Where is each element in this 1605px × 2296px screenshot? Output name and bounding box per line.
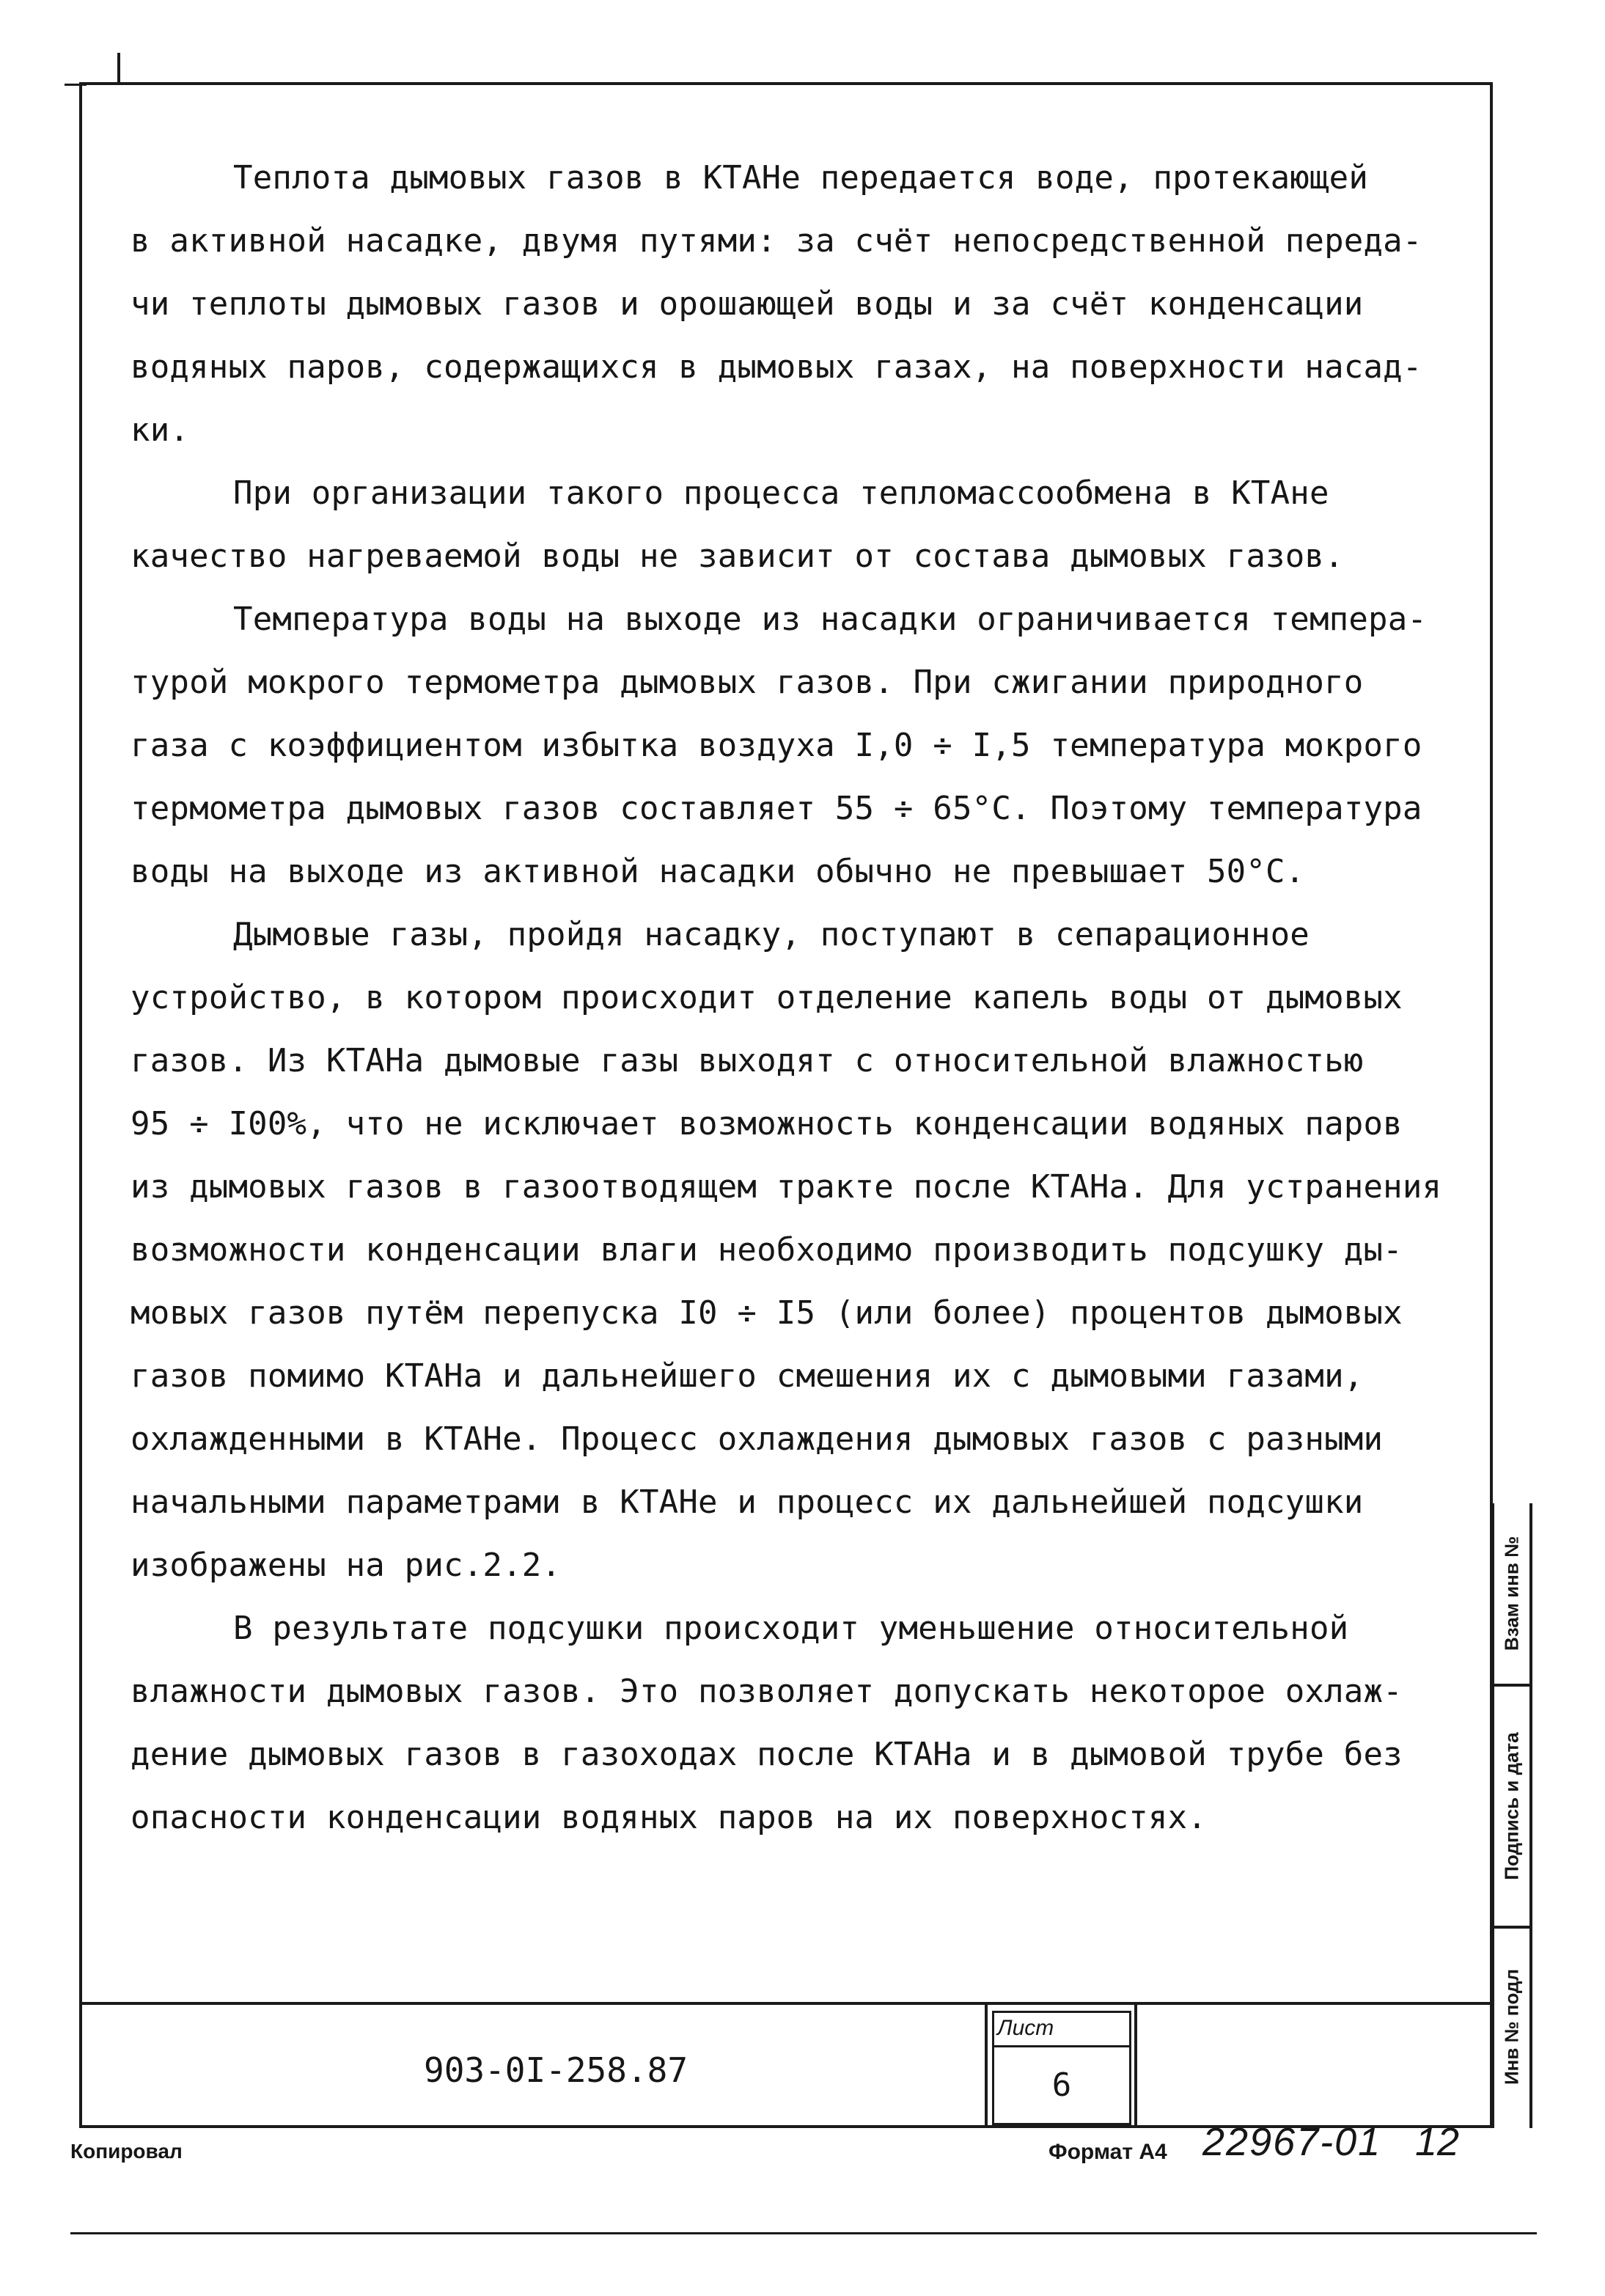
side-stamp-strip <box>1491 1503 1532 2128</box>
side-cell-replacement-inventory <box>1494 1503 1529 1687</box>
binding-tick-mark <box>117 53 120 85</box>
sheet-label: Лист <box>997 2016 1054 2040</box>
text-line: водяных паров, содержащихся в дымовых газах, на поверхности насад- <box>131 348 1422 386</box>
paragraph-1 <box>131 147 1458 462</box>
text-line: 95 ÷ I00%, что не исключает возможность конденсации водяных паров <box>131 1105 1403 1143</box>
title-block <box>79 2002 1493 2128</box>
document-number: 903-0I-258.87 <box>424 2050 688 2090</box>
text-line: чи теплоты дымовых газов и орошающей воды и за счёт конденсации <box>131 285 1364 323</box>
paragraph-4 <box>131 903 1458 1597</box>
text-line: газов помимо КТАНа и дальнейшего смешения их с дымовыми газами, <box>131 1357 1364 1395</box>
paragraph-3 <box>131 588 1458 903</box>
text-line: ки. <box>131 411 190 449</box>
text-line: газа с коэффициентом избытка воздуха I,0 ÷ I,5 температура мокрого <box>131 727 1422 764</box>
text-line: термометра дымовых газов составляет 55 ÷ 65°С. Поэтому температура <box>131 790 1422 827</box>
handwritten-page-number: 12 <box>1415 2120 1460 2164</box>
text-line: начальными параметрами в КТАНе и процесс их дальнейшей подсушки <box>131 1483 1364 1521</box>
side-label: Подпись и дата <box>1500 1732 1523 1880</box>
side-label: Инв № подл <box>1500 1968 1523 2086</box>
text-line: в активной насадке, двумя путями: за счёт непосредственной переда- <box>131 222 1422 260</box>
text-line: опасности конденсации водяных паров на их поверхностях. <box>131 1799 1207 1836</box>
body-text <box>131 147 1458 1849</box>
text-line: изображены на рис.2.2. <box>131 1547 562 1584</box>
text-line: В результате подсушки происходит уменьшение относительной <box>233 1610 1349 1647</box>
format-label: Формат А4 <box>1048 2140 1167 2164</box>
copied-by-label: Копировал <box>70 2140 183 2163</box>
text-line: При организации такого процесса тепломассообмена в КТАне <box>233 474 1329 512</box>
text-line: Температура воды на выходе из насадки ограничивается темпера- <box>233 601 1428 638</box>
paragraph-5 <box>131 1597 1458 1849</box>
side-cell-original-inventory <box>1494 1929 1529 2125</box>
sheet-number: 6 <box>1051 2066 1072 2104</box>
text-line: возможности конденсации влаги необходимо производить подсушку ды- <box>131 1231 1403 1269</box>
text-line: воды на выходе из активной насадки обычно не превышает 50°С. <box>131 853 1305 890</box>
text-line: качество нагреваемой воды не зависит от состава дымовых газов. <box>131 538 1344 575</box>
side-cell-signature-date <box>1494 1687 1529 1929</box>
sheet-label-cell <box>992 2011 1131 2047</box>
text-line: влажности дымовых газов. Это позволяет допускать некоторое охлаж- <box>131 1673 1403 1710</box>
text-line: дение дымовых газов в газоходах после КТАНа и в дымовой трубе без <box>131 1736 1403 1773</box>
sheet-number-cell <box>992 2047 1131 2125</box>
text-line: Дымовые газы, пройдя насадку, поступают в сепарационное <box>233 916 1310 953</box>
handwritten-code: 22967-01 <box>1202 2120 1382 2164</box>
text-line: из дымовых газов в газоотводящем тракте после КТАНа. Для устранения <box>131 1168 1442 1206</box>
text-line: газов. Из КТАНа дымовые газы выходят с относительной влажностью <box>131 1042 1364 1079</box>
side-label: Взам инв № <box>1500 1536 1523 1651</box>
text-line: мовых газов путём перепуска I0 ÷ I5 (или более) процентов дымовых <box>131 1294 1403 1332</box>
paragraph-2 <box>131 462 1458 588</box>
bottom-rule <box>70 2232 1537 2234</box>
text-line: турой мокрого термометра дымовых газов. При сжигании природного <box>131 664 1364 701</box>
text-line: устройство, в котором происходит отделение капель воды от дымовых <box>131 979 1403 1016</box>
text-line: охлажденными в КТАНе. Процесс охлаждения дымовых газов с разными <box>131 1420 1384 1458</box>
text-line: Теплота дымовых газов в КТАНе передается воде, протекающей <box>233 159 1369 197</box>
